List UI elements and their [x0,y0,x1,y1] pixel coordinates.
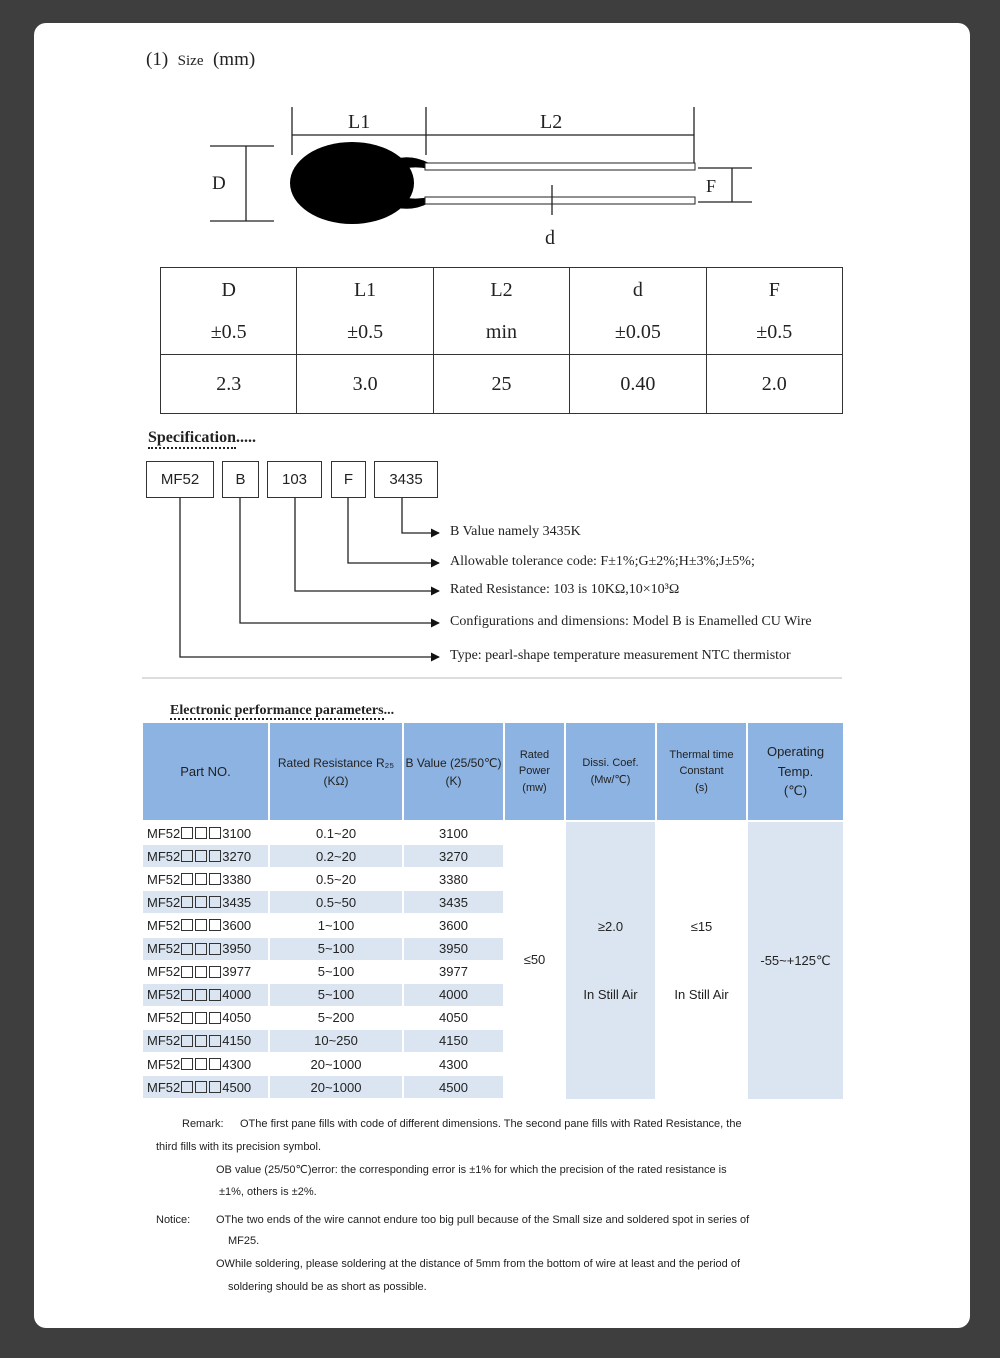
placeholder-box-icon [195,827,207,839]
desc-tolerance: Allowable tolerance code: F±1%;G±2%;H±3%;J±5%; [450,554,755,569]
b-value-cell: 4000 [404,984,503,1006]
b-value-cell: 4050 [439,1010,468,1026]
dim-header-cell: D ±0.5 [161,268,297,355]
code-config: B [222,461,259,498]
notice-label: Notice: [156,1214,191,1226]
dim-value-cell: 3.0 [297,355,433,414]
notice-line: soldering should be as short as possible. [228,1281,427,1293]
operating-temp-value: -55~+125℃ [760,953,831,968]
b-value-cell: 3950 [404,938,503,960]
label-wire-diameter: d [545,227,555,249]
placeholder-box-icon [209,943,221,955]
table-row [143,845,503,868]
desc-resistance: Rated Resistance: 103 is 10KΩ,10×10³Ω [450,582,680,597]
code-series: MF52 [146,461,214,498]
placeholder-box-icon [181,919,193,931]
table-row [143,1030,503,1053]
thermal-time-condition: In Still Air [674,987,729,1002]
code-tolerance: F [331,461,366,498]
placeholder-box-icon [181,827,193,839]
section-divider [142,677,842,679]
placeholder-box-icon [195,966,207,978]
placeholder-box-icon [181,989,193,1001]
dim-value-cell: 2.3 [161,355,297,414]
code-bvalue: 3435 [374,461,438,498]
placeholder-box-icon [181,850,193,862]
table-row [143,961,503,984]
placeholder-box-icon [209,989,221,1001]
datasheet-page [34,23,970,1328]
part-number-cell: MF52 4000 [143,984,268,1006]
table-row [143,868,503,891]
code-resistance: 103 [267,461,322,498]
part-number-cell: MF52 3435 [143,891,268,913]
placeholder-box-icon [181,1081,193,1093]
placeholder-box-icon [209,966,221,978]
table-row [143,938,503,961]
desc-type: Type: pearl-shape temperature measurement NTC thermistor [450,648,791,663]
part-number-cell: MF52 4050 [147,1010,252,1026]
header-rated-resistance: Rated Resistance R₂₅ (KΩ) [270,723,402,820]
table-row [143,1053,503,1076]
part-number-cell: MF52 4300 [147,1056,252,1072]
size-heading-number: (1) [146,49,169,70]
placeholder-box-icon [209,1058,221,1070]
placeholder-box-icon [195,1081,207,1093]
resistance-cell: 0.5~50 [270,891,402,913]
label-pitch: F [706,176,717,196]
dim-value-cell: 2.0 [706,355,842,414]
rated-power-cell [505,822,564,1099]
desc-config: Configurations and dimensions: Model B is Enamelled CU Wire [450,614,812,629]
remark-line: OThe first pane fills with code of different dimensions. The second pane fills with Rated Resistance, the [240,1118,742,1130]
header-rated-power: Rated Power (mw) [505,723,564,820]
header-dissipation: Dissi. Coef. (Mw/℃) [566,723,655,820]
header-b-value: B Value (25/50℃) (K) [404,723,503,820]
remark-line: ±1%, others is ±2%. [219,1186,317,1198]
thermal-time-value: ≤15 [690,919,713,934]
thermal-time-cell [657,822,746,1099]
placeholder-box-icon [209,919,221,931]
resistance-cell: 20~1000 [310,1056,362,1072]
remark-line: OB value (25/50℃)error: the corresponding error is ±1% for which the precision of the rated resistance is [216,1164,727,1176]
placeholder-box-icon [195,873,207,885]
placeholder-box-icon [209,850,221,862]
performance-title: Electronic performance parameters... [170,703,395,718]
part-number-cell: MF52 4500 [143,1076,268,1098]
placeholder-box-icon [195,943,207,955]
notice-line: OThe two ends of the wire cannot endure too big pull because of the Small size and soldered spot in series of [216,1214,750,1226]
placeholder-box-icon [195,989,207,1001]
placeholder-box-icon [181,896,193,908]
table-row [143,891,503,914]
part-number-cell: MF52 3950 [143,938,268,960]
b-value-cell: 3270 [404,845,503,867]
remark-line: third fills with its precision symbol. [156,1141,322,1153]
resistance-cell: 0.1~20 [315,825,357,841]
placeholder-box-icon [195,1012,207,1024]
placeholder-box-icon [181,943,193,955]
size-heading-unit: (mm) [212,49,256,70]
placeholder-box-icon [181,873,193,885]
dissipation-cell [566,822,655,1099]
table-row [143,984,503,1007]
table-row [143,1076,503,1099]
placeholder-box-icon [195,919,207,931]
resistance-cell: 10~250 [270,1030,402,1052]
resistance-cell: 5~100 [270,938,402,960]
desc-bvalue: B Value namely 3435K [450,524,581,539]
placeholder-box-icon [209,1012,221,1024]
dim-value-cell: 0.40 [570,355,706,414]
placeholder-box-icon [209,1081,221,1093]
part-number-cell: MF52 3380 [147,871,252,887]
placeholder-box-icon [181,1035,193,1047]
placeholder-box-icon [209,896,221,908]
placeholder-box-icon [209,873,221,885]
placeholder-box-icon [195,1058,207,1070]
placeholder-box-icon [181,1012,193,1024]
part-number-cell: MF52 3100 [147,825,252,841]
b-value-cell: 4300 [439,1056,468,1072]
part-number-cell: MF52 3977 [147,964,252,980]
dim-header-cell: L2 min [433,268,569,355]
table-row [143,822,503,845]
b-value-cell: 3600 [439,917,468,933]
operating-temp-cell [748,822,843,1099]
placeholder-box-icon [195,850,207,862]
label-diameter: D [212,173,226,194]
b-value-cell: 4500 [404,1076,503,1098]
performance-table [143,723,843,1099]
remark-label: Remark: [182,1118,224,1130]
label-l1: L1 [348,111,371,133]
header-operating-temp: Operating Temp. (℃) [748,723,843,820]
dim-value-cell: 25 [433,355,569,414]
dim-header-cell: L1 ±0.5 [297,268,433,355]
resistance-cell: 5~200 [317,1010,355,1026]
dim-header-cell: d ±0.05 [570,268,706,355]
placeholder-box-icon [195,896,207,908]
header-thermal-time: Thermal time Constant (s) [657,723,746,820]
placeholder-box-icon [209,827,221,839]
table-row [143,1007,503,1030]
b-value-cell: 3100 [439,825,468,841]
notice-line: OWhile soldering, please soldering at the distance of 5mm from the bottom of wire at least and the period of [216,1258,740,1270]
size-heading-word: Size [177,53,204,69]
header-part-no: Part NO. [143,723,268,820]
placeholder-box-icon [181,1058,193,1070]
placeholder-box-icon [181,966,193,978]
specification-title: Specification..... [148,429,256,447]
resistance-cell: 20~1000 [270,1076,402,1098]
placeholder-box-icon [209,1035,221,1047]
table-row [143,914,503,937]
resistance-cell: 1~100 [317,917,355,933]
dissipation-condition: In Still Air [583,987,638,1002]
part-number-cell: MF52 3600 [147,917,252,933]
placeholder-box-icon [195,1035,207,1047]
dim-header-cell: F ±0.5 [706,268,842,355]
resistance-cell: 5~100 [317,964,355,980]
notice-line: MF25. [228,1235,260,1247]
part-number-cell: MF52 3270 [143,845,268,867]
resistance-cell: 5~100 [270,984,402,1006]
b-value-cell: 4150 [404,1030,503,1052]
resistance-cell: 0.2~20 [270,845,402,867]
rated-power-value: ≤50 [523,952,546,967]
b-value-cell: 3977 [439,964,468,980]
resistance-cell: 0.5~20 [315,871,357,887]
b-value-cell: 3435 [404,891,503,913]
b-value-cell: 3380 [439,871,468,887]
part-number-cell: MF52 4150 [143,1030,268,1052]
dissipation-value: ≥2.0 [597,919,624,934]
label-l2: L2 [540,111,563,133]
